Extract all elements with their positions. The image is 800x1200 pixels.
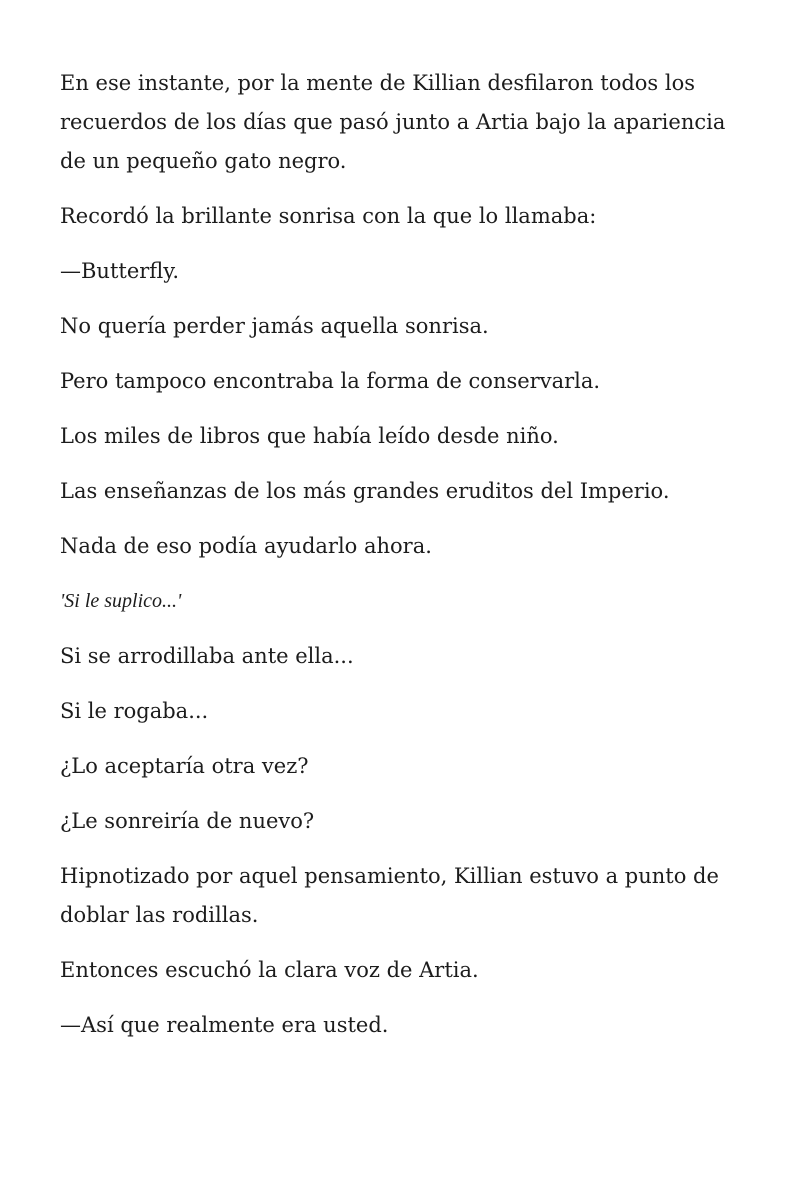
dialogue-line: —Así que realmente era usted.	[60, 1013, 389, 1037]
paragraph: Pero tampoco encontraba la forma de conservarla.	[60, 369, 601, 393]
dialogue-line: —Butterfly.	[60, 259, 180, 283]
inner-thought: 'Si le suplico...'	[60, 590, 182, 612]
paragraph: ¿Le sonreiría de nuevo?	[60, 809, 315, 833]
paragraph: Si le rogaba...	[60, 699, 209, 723]
paragraph: Recordó la brillante sonrisa con la que lo llamaba:	[60, 204, 597, 228]
paragraph: Las enseñanzas de los más grandes eruditos del Imperio.	[60, 479, 670, 503]
paragraph: Si se arrodillaba ante ella...	[60, 644, 354, 668]
paragraph: Nada de eso podía ayudarlo ahora.	[60, 534, 432, 558]
paragraph: Los miles de libros que había leído desde niño.	[60, 424, 559, 448]
paragraph: No quería perder jamás aquella sonrisa.	[60, 314, 489, 338]
paragraph: En ese instante, por la mente de Killian desfilaron todos los recuerdos de los días que pasó junto a Artia bajo la apariencia de un pequeño gato negro.	[60, 71, 726, 173]
paragraph: ¿Lo aceptaría otra vez?	[60, 754, 309, 778]
paragraph: Hipnotizado por aquel pensamiento, Killian estuvo a punto de doblar las rodillas.	[60, 864, 719, 927]
paragraph: Entonces escuchó la clara voz de Artia.	[60, 958, 479, 982]
reading-page	[60, 64, 740, 1061]
